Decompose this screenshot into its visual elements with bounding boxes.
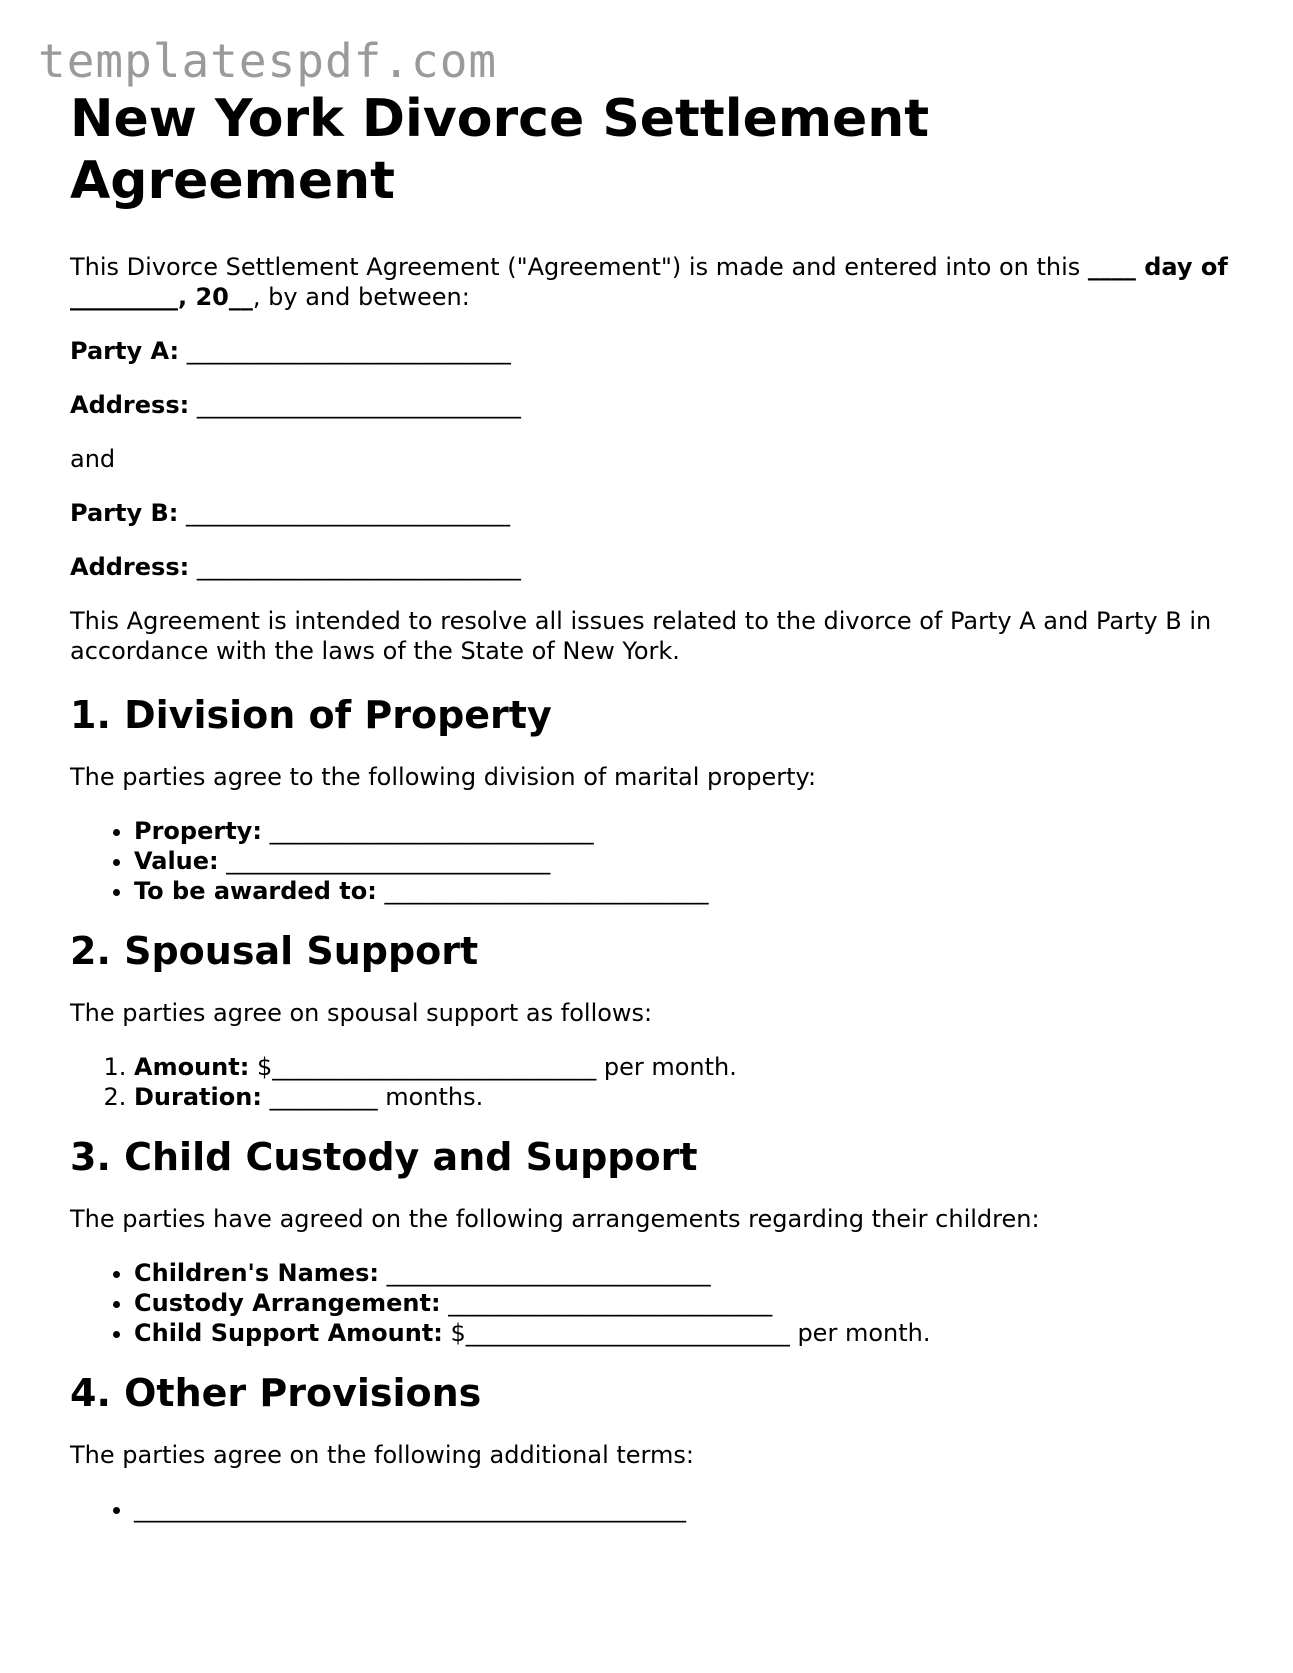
section-property-heading: 1. Division of Property: [70, 693, 552, 737]
purpose-paragraph: This Agreement is intended to resolve all issues related to the divorce of Party A and Party B in accordance with the laws of the State of New York.: [70, 607, 1212, 665]
list-item: [134, 1318, 1230, 1348]
property-list: [70, 816, 1230, 906]
address-b-blank: ___________________________: [196, 553, 521, 581]
party-a-field: [70, 336, 1230, 366]
section-child-text: The parties have agreed on the following arrangements regarding their children:: [70, 1205, 1040, 1233]
duration-suffix: months.: [377, 1083, 484, 1111]
list-item: [134, 846, 1230, 876]
address-a-field: [70, 390, 1230, 420]
party-a-blank: ___________________________: [186, 337, 511, 365]
party-b-field: [70, 498, 1230, 528]
section-property-text: The parties agree to the following division of marital property:: [70, 763, 817, 791]
custody-label: Custody Arrangement:: [134, 1289, 441, 1317]
other-list: [70, 1494, 1230, 1524]
amount-blank: $___________________________: [256, 1053, 597, 1081]
duration-blank: _________: [269, 1083, 378, 1111]
section-spousal-heading: 2. Spousal Support: [70, 929, 479, 973]
awarded-to-blank: ___________________________: [384, 877, 709, 905]
party-b-label: Party B:: [70, 499, 179, 527]
party-b-blank: ___________________________: [185, 499, 510, 527]
value-blank: ___________________________: [226, 847, 551, 875]
duration-label: Duration:: [134, 1083, 262, 1111]
document-page: [70, 88, 1230, 1524]
child-support-label: Child Support Amount:: [134, 1319, 443, 1347]
intro-date-blank: ____ day of _________, 20__: [70, 253, 1228, 311]
custody-blank: ___________________________: [448, 1289, 773, 1317]
address-a-blank: ___________________________: [196, 391, 521, 419]
section-other-heading: 4. Other Provisions: [70, 1371, 482, 1415]
section-spousal-text: The parties agree on spousal support as follows:: [70, 999, 653, 1027]
list-item: [134, 876, 1230, 906]
intro-paragraph: [70, 252, 1230, 312]
address-a-label: Address:: [70, 391, 190, 419]
list-item: [134, 1082, 1230, 1112]
list-item: [134, 1052, 1230, 1082]
list-item: [134, 816, 1230, 846]
children-names-label: Children's Names:: [134, 1259, 379, 1287]
list-item: [134, 1258, 1230, 1288]
amount-suffix: per month.: [596, 1053, 737, 1081]
intro-text-after: , by and between:: [252, 283, 470, 311]
section-child-heading: 3. Child Custody and Support: [70, 1135, 698, 1179]
awarded-to-label: To be awarded to:: [134, 877, 377, 905]
watermark: templatespdf.com: [38, 34, 498, 88]
child-support-blank: $___________________________: [450, 1319, 790, 1347]
spousal-list: [70, 1052, 1230, 1112]
and-text: and: [70, 445, 116, 473]
party-a-label: Party A:: [70, 337, 180, 365]
children-names-blank: ___________________________: [386, 1259, 711, 1287]
child-list: [70, 1258, 1230, 1348]
amount-label: Amount:: [134, 1053, 250, 1081]
address-b-label: Address:: [70, 553, 190, 581]
intro-text-before: This Divorce Settlement Agreement ("Agreement") is made and entered into on this: [70, 253, 1088, 281]
property-blank: ___________________________: [269, 817, 594, 845]
child-support-suffix: per month.: [789, 1319, 931, 1347]
section-other-text: The parties agree on the following additional terms:: [70, 1441, 694, 1469]
other-term-blank: ______________________________________________: [134, 1495, 686, 1523]
address-b-field: [70, 552, 1230, 582]
property-label: Property:: [134, 817, 262, 845]
document-title: New York Divorce Settlement Agreement: [70, 89, 930, 211]
list-item: [134, 1494, 1230, 1524]
list-item: [134, 1288, 1230, 1318]
value-label: Value:: [134, 847, 219, 875]
